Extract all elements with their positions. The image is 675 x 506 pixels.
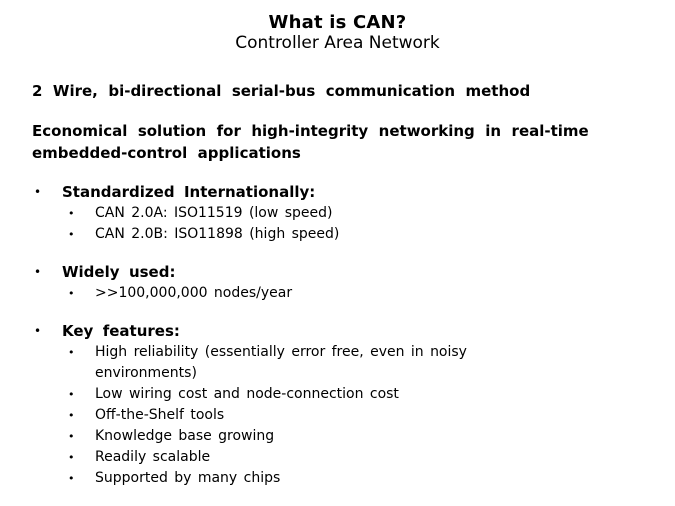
sub-bullet-label: Readily scalable (95, 449, 211, 465)
bullet-icon: • (68, 472, 75, 485)
page-subtitle: Controller Area Network (235, 33, 440, 53)
statement-economical: Economical solution for high-integrity networking in real-time embedded-control applications (32, 122, 589, 162)
section-standardized (0, 182, 675, 245)
statement-serial-bus: 2 Wire, bi-directional serial-bus communication method (32, 82, 531, 100)
bullet-item (0, 262, 675, 283)
sub-bullet-label: Knowledge base growing (95, 428, 275, 444)
sub-bullet-label: Supported by many chips (95, 470, 281, 486)
bullet-icon: • (34, 265, 42, 279)
section-key-features (0, 321, 675, 489)
bullet-item (0, 182, 675, 203)
section-widely-used (0, 262, 675, 304)
bullet-icon: • (68, 228, 75, 241)
bullet-icon: • (68, 430, 75, 443)
sub-bullet-item (0, 342, 675, 384)
section-heading: Key features: (62, 322, 180, 340)
sub-bullet-item (0, 224, 675, 245)
page-title: What is CAN? (268, 12, 407, 33)
bullet-icon: • (34, 324, 42, 338)
sub-bullet-item (0, 203, 675, 224)
bullet-icon: • (34, 185, 42, 199)
bullet-icon: • (68, 409, 75, 422)
sub-bullet-item (0, 426, 675, 447)
section-heading: Widely used: (62, 263, 176, 281)
sub-bullet-item (0, 283, 675, 304)
section-heading: Standardized Internationally: (62, 183, 316, 201)
sub-bullet-item (0, 384, 675, 405)
sub-bullet-label: Low wiring cost and node-connection cost (95, 386, 399, 402)
sub-bullet-item (0, 447, 675, 468)
bullet-icon: • (68, 388, 75, 401)
sub-bullet-label: CAN 2.0B: ISO11898 (high speed) (95, 226, 340, 242)
bullet-icon: • (68, 346, 75, 359)
sub-bullet-item (0, 405, 675, 426)
sub-bullet-label: Off-the-Shelf tools (95, 407, 225, 423)
bullet-icon: • (68, 207, 75, 220)
bullet-sections (0, 182, 675, 489)
bullet-icon: • (68, 287, 75, 300)
sub-bullet-label: High reliability (essentially error free, even in noisy environments) (95, 344, 467, 381)
sub-bullet-item (0, 468, 675, 489)
sub-bullet-label: >>100,000,000 nodes/year (95, 285, 293, 301)
title-block (0, 0, 675, 53)
bullet-icon: • (68, 451, 75, 464)
intro-statements (32, 80, 644, 164)
sub-bullet-label: CAN 2.0A: ISO11519 (low speed) (95, 205, 333, 221)
bullet-item (0, 321, 675, 342)
